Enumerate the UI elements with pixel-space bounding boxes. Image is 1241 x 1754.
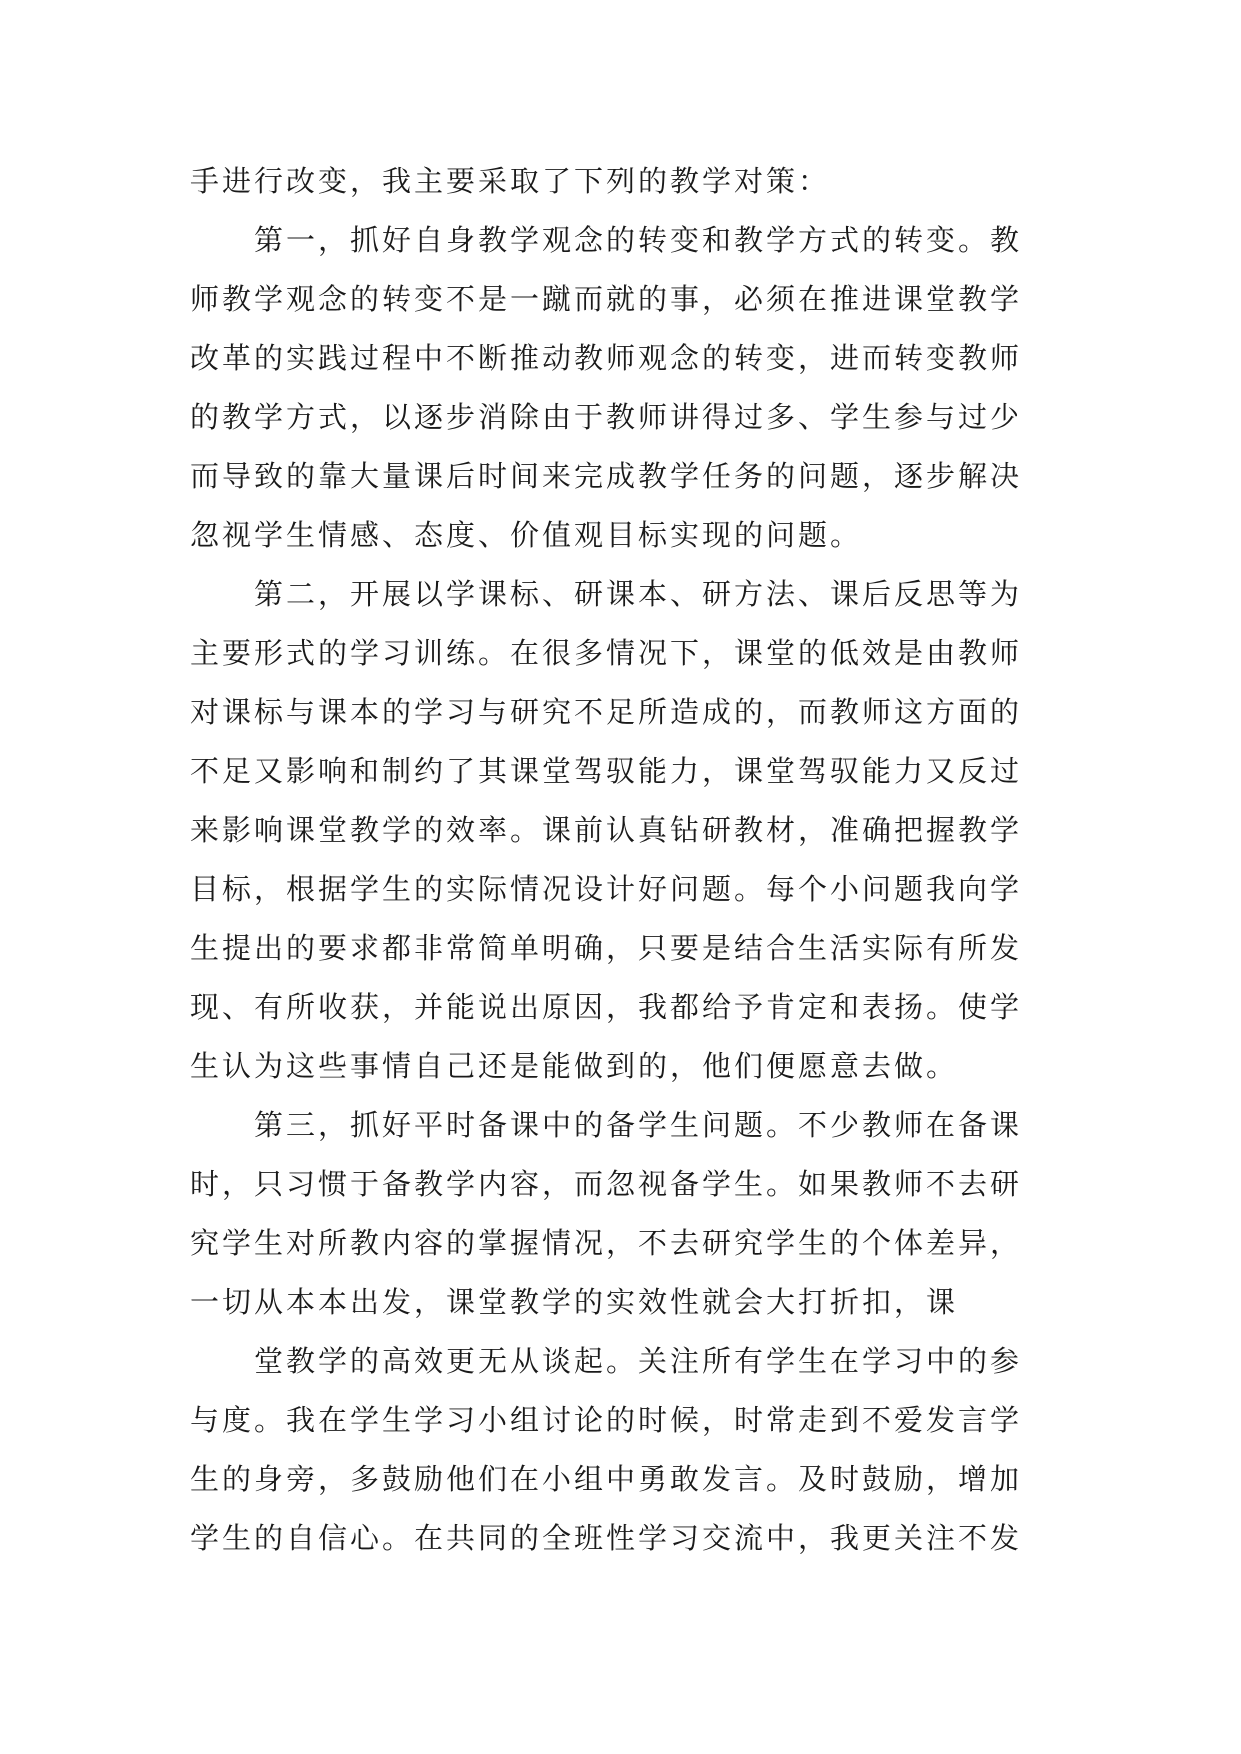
text-line: 师教学观念的转变不是一蹴而就的事，必须在推进课堂教学	[190, 282, 1023, 316]
text-line: 究学生对所教内容的掌握情况，不去研究学生的个体差异，	[190, 1226, 1023, 1260]
text-line: 堂教学的高效更无从谈起。关注所有学生在学习中的参	[254, 1344, 1023, 1378]
text-line: 忽视学生情感、态度、价值观目标实现的问题。	[190, 518, 863, 552]
text-line: 而导致的靠大量课后时间来完成教学任务的问题，逐步解决	[190, 459, 1023, 493]
text-line: 改革的实践过程中不断推动教师观念的转变，进而转变教师	[190, 341, 1023, 375]
text-line: 第三，抓好平时备课中的备学生问题。不少教师在备课	[254, 1108, 1023, 1142]
text-line: 主要形式的学习训练。在很多情况下，课堂的低效是由教师	[190, 636, 1023, 670]
text-line: 生的身旁，多鼓励他们在小组中勇敢发言。及时鼓励，增加	[190, 1462, 1023, 1496]
text-line: 来影响课堂教学的效率。课前认真钻研教材，准确把握教学	[190, 813, 1023, 847]
text-line: 生认为这些事情自己还是能做到的，他们便愿意去做。	[190, 1049, 959, 1083]
text-line: 手进行改变，我主要采取了下列的教学对策：	[190, 164, 831, 198]
text-line: 对课标与课本的学习与研究不足所造成的，而教师这方面的	[190, 695, 1023, 729]
text-line: 的教学方式，以逐步消除由于教师讲得过多、学生参与过少	[190, 400, 1023, 434]
text-line: 第二，开展以学课标、研课本、研方法、课后反思等为	[254, 577, 1023, 611]
text-line: 一切从本本出发，课堂教学的实效性就会大打折扣，课	[190, 1285, 959, 1319]
text-line: 与度。我在学生学习小组讨论的时候，时常走到不爱发言学	[190, 1403, 1023, 1437]
text-line: 生提出的要求都非常简单明确，只要是结合生活实际有所发	[190, 931, 1023, 965]
text-line: 不足又影响和制约了其课堂驾驭能力，课堂驾驭能力又反过	[190, 754, 1023, 788]
body-text	[190, 152, 1070, 1568]
text-line: 时，只习惯于备教学内容，而忽视备学生。如果教师不去研	[190, 1167, 1023, 1201]
text-line: 目标，根据学生的实际情况设计好问题。每个小问题我向学	[190, 872, 1023, 906]
text-line: 现、有所收获，并能说出原因，我都给予肯定和表扬。使学	[190, 990, 1023, 1024]
text-line: 学生的自信心。在共同的全班性学习交流中，我更关注不发	[190, 1521, 1023, 1555]
text-line: 第一，抓好自身教学观念的转变和教学方式的转变。教	[254, 223, 1023, 257]
